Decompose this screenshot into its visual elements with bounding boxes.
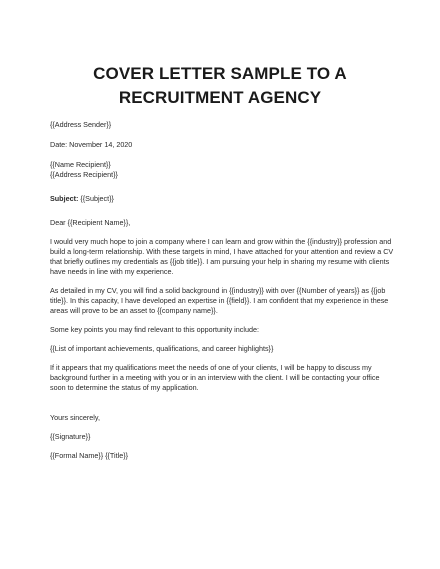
subject-value: {{Subject}}	[78, 194, 114, 203]
paragraph-2: As detailed in my CV, you will find a solid background in {{industry}} with over {{Number of years}} as {{job title}}. In this capacity, I have developed an expertise in {{field}}. I am confident that my experience in these areas will prove to be an asset to {{company name}}.	[50, 286, 389, 315]
subject-label: Subject:	[50, 194, 79, 203]
address-sender: {{Address Sender}}	[50, 120, 112, 129]
document-title	[0, 62, 440, 110]
letter-date: Date: November 14, 2020	[50, 140, 133, 149]
paragraph-4: {{List of important achievements, qualifications, and career highlights}}	[50, 344, 274, 353]
title-line-1: COVER LETTER SAMPLE TO A	[93, 64, 347, 83]
paragraph-3: Some key points you may find relevant to this opportunity include:	[50, 325, 259, 334]
letter-body	[50, 120, 395, 461]
formal-name: {{Formal Name}} {{Title}}	[50, 451, 129, 460]
address-recipient: {{Address Recipient}}	[50, 170, 118, 179]
paragraph-5: If it appears that my qualifications meet the needs of one of your clients, I will be happy to discuss my background further in a meeting with you or in an interview with the client. I will be contacting your office soon to determine the status of my application.	[50, 363, 380, 392]
subject-line	[50, 194, 395, 204]
paragraph-1: I would very much hope to join a company where I can learn and grow within the {{industry}} profession and build a long-term relationship. With these targets in mind, I have attached for your attention and review a CV that briefly outlines my credentials as {{job title}}. I am pursuing your help in sharing my resume with clients have needs in line with my experience.	[50, 237, 394, 276]
name-recipient: {{Name Recipient}}	[50, 160, 111, 169]
greeting: Dear {{Recipient Name}},	[50, 218, 131, 227]
title-line-2: RECRUITMENT AGENCY	[118, 88, 322, 107]
closing: Yours sincerely,	[50, 413, 100, 422]
signature: {{Signature}}	[50, 432, 91, 441]
